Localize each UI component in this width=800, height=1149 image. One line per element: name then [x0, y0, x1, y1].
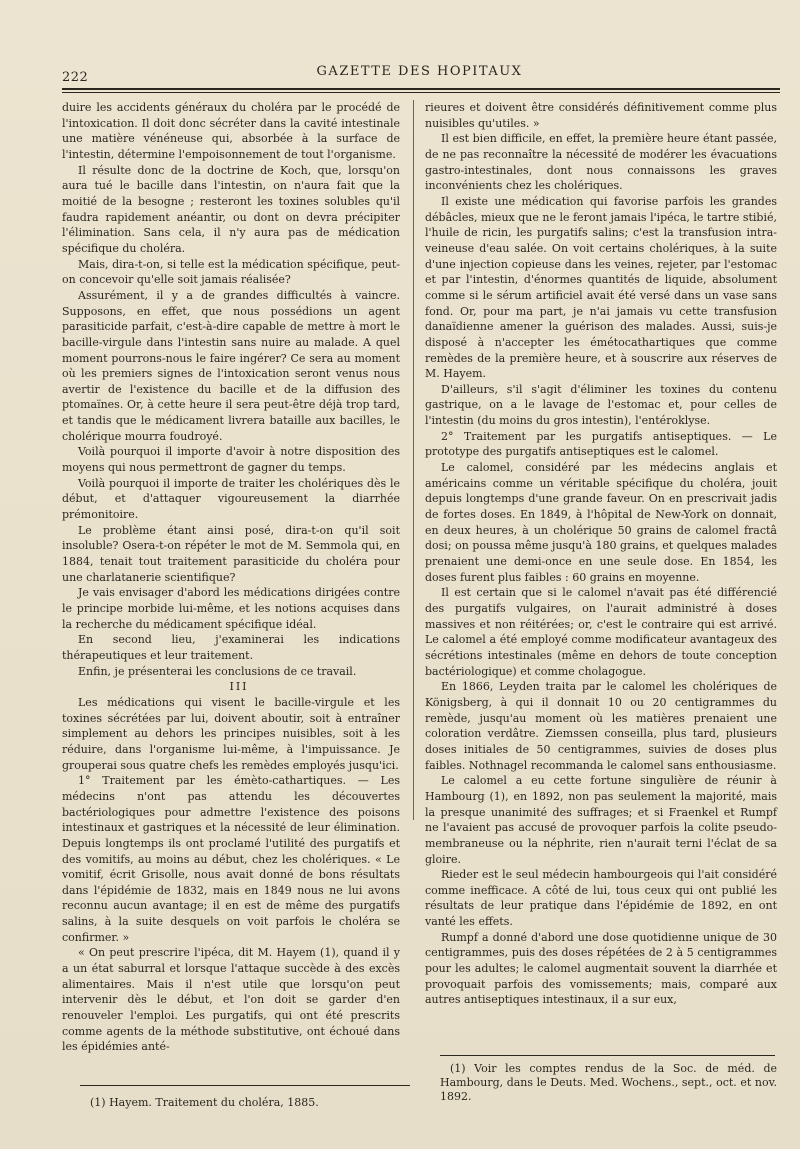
paragraph: Il existe une médication qui favorise parfois les grandes débâcles, mieux que ne le feront jamais l'ipéca, le tartre stibié, l'huile de ricin, les purgatifs salins; c'est la transfusion intra-veineuse d'eau salée. On voit certains cholériques, à la suite d'une injection copieuse dans les veines, rejeter, par l'estomac et par l'intestin, d'énormes quantités de liquide, absolument comme si le sérum artificiel avait été versé dans un vase sans fond. Or, pour ma part, je n'ai jamais vu cette transfusion danaïdienne amener la guérison des malades. Aussi, suis-je disposé à n'accepter les émétocathartiques que comme remèdes de la première heure, et à souscrire aux réserves de M. Hayem. [425, 194, 777, 381]
page-number: 222 [62, 70, 89, 85]
paragraph: Enfin, je présenterai les conclusions de ce travail. [78, 664, 357, 678]
paragraph: Voilà pourquoi il importe d'avoir à notre disposition des moyens qui nous permettront de gagner du temps. [62, 445, 400, 475]
paragraph: duire les accidents généraux du choléra par le procédé de l'intoxication. Il doit donc sécréter dans la cavité intestinale une matière vénéneuse qui, absorbée à la surface de l'intestin, détermine l'empoisonnement de tout l'organisme. [62, 101, 400, 161]
footnote-text: (1) Voir les comptes rendus de la Soc. de méd. de Hambourg, dans le Deuts. Med. Wochens., sept., oct. et nov. 1892. [440, 1062, 777, 1103]
left-column [62, 100, 400, 1055]
footnote-left [80, 1096, 410, 1110]
footnote-right [440, 1062, 777, 1104]
paragraph: En second lieu, j'examinerai les indications thérapeutiques et leur traitement. [62, 633, 400, 662]
page-header [62, 62, 777, 86]
footnote-text: (1) Hayem. Traitement du choléra, 1885. [90, 1096, 319, 1109]
paragraph: Je vais envisager d'abord les médications dirigées contre le principe morbide lui-même, et les notions acquises dans la recherche du médicament spécifique idéal. [62, 586, 400, 631]
paragraph: D'ailleurs, s'il s'agit d'éliminer les toxines du contenu gastrique, on a le lavage de l'estomac et, pour celles de l'intestin (du moins du gros intestin), l'entéroklyse. [425, 382, 777, 428]
paragraph: Le calomel, considéré par les médecins anglais et américains comme un véritable spécifique du choléra, jouit depuis longtemps d'une grande faveur. On en prescrivait jadis de fortes doses. En 1849, à l'hôpital de New-York on donnait, en deux heures, à un cholérique 50 grains de calomel fractâ dosi; on poussa même jusqu'à 180 grains, et quelques malades prenaient une demi-once en une seule dose. En 1854, les doses furent plus faibles : 60 grains en moyenne. [425, 461, 777, 584]
section-number: III [229, 680, 249, 694]
paragraph: Il est bien difficile, en effet, la première heure étant passée, de ne pas reconnaître la nécessité de modérer les évacuations gastro-intestinales, dont nous connaissons les graves inconvénients chez les cholériques. [425, 132, 777, 193]
paragraph: En 1866, Leyden traita par le calomel les cholériques de Königsberg, à qui il donnait 10 ou 20 centigrammes du remède, jusqu'au moment où les matières prenaient une coloration verdâtre. Ziemssen conseilla, plus tard, plusieurs doses initiales de 50 centigrammes, suivies de doses plus faibles. Nothnagel recommanda le calomel sans enthousiasme. [425, 680, 777, 772]
paragraph: Voilà pourquoi il importe de traiter les cholériques dès le début, et d'attaquer vigoureusement la diarrhée prémonitoire. [62, 476, 400, 522]
paragraph: Les médications qui visent le bacille-virgule et les toxines sécrétées par lui, doivent aboutir, soit à entraîner simplement au dehors les principes nuisibles, soit à les réduire, dans l'organisme lui-même, à l'impuissance. Je grouperai sous quatre chefs les remèdes employés jusqu'ici. [62, 695, 400, 772]
footnote-rule-left [80, 1085, 410, 1086]
paragraph: 2° Traitement par les purgatifs antiseptiques. — Le prototype des purgatifs antiseptiques est le calomel. [425, 429, 777, 459]
paragraph: Le problème étant ainsi posé, dira-t-on qu'il soit insoluble? Osera-t-on répéter le mot de M. Semmola qui, en 1884, tenait tout traitement parasiticide du choléra pour une charlatanerie scientifique? [62, 523, 400, 584]
paragraph: Rieder est le seul médecin hambourgeois qui l'ait considéré comme inefficace. A côté de lui, tous ceux qui ont publié les résultats de leur pratique dans l'épidémie de 1892, en ont vanté les effets. [425, 868, 777, 929]
paragraph: Rumpf a donné d'abord une dose quotidienne unique de 30 centigrammes, puis des doses répétées de 2 à 5 centigrammes pour les adultes; le calomel augmentait souvent la diarrhée et provoquait parfois des vomissements; mais, comparé aux autres antiseptiques intestinaux, il a sur eux, [425, 930, 777, 1007]
paragraph: rieures et doivent être considérés définitivement comme plus nuisibles qu'utiles. » [425, 101, 777, 130]
header-rule-thin [62, 92, 780, 93]
right-column [425, 100, 777, 1008]
paragraph: Assurément, il y a de grandes difficultés à vaincre. Supposons, en effet, que nous possédions un agent parasiticide parfait, c'est-à-dire capable de mettre à mort le bacille-virgule dans l'intestin sans nuire au malade. A quel moment pourrons-nous le faire ingérer? Ce sera au moment où les premiers signes de l'intoxication seront venus nous avertir de l'existence du bacille et de la diffusion des ptomaïnes. Or, à cette heure il sera peut-être déjà trop tard, et tandis que le médicament livrera bataille aux bacilles, le cholérique mourra foudroyé. [62, 288, 400, 443]
paragraph: Il est certain que si le calomel n'avait pas été différencié des purgatifs vulgaires, on l'aurait administré à doses massives et non réitérées; or, c'est le contraire qui est arrivé. Le calomel a été employé comme modificateur avantageux des sécrétions intestinales (même en dehors de toute conception bactériologique) et comme cholagogue. [425, 586, 777, 678]
footnote-rule-right [440, 1055, 775, 1056]
paragraph: « On peut prescrire l'ipéca, dit M. Hayem (1), quand il y a un état saburral et lorsque l'attaque succède à des excès alimentaires. Mais il n'est utile que lorsqu'on peut intervenir dès le début, et l'on doit se garder d'en renouveler l'emploi. Les purgatifs, qui ont été prescrits comme agents de la méthode substitutive, ont échoué dans les épidémies anté- [62, 946, 400, 1054]
running-title: GAZETTE DES HOPITAUX [316, 64, 523, 79]
column-divider [413, 100, 414, 820]
header-rule-thick [62, 88, 780, 90]
paragraph: Le calomel a eu cette fortune singulière de réunir à Hambourg (1), en 1892, non pas seulement la majorité, mais la presque unanimité des suffrages; et si Fraenkel et Rumpf ne l'avaient pas accusé de provoquer parfois la colite pseudo-membraneuse ou la néphrite, rien n'aurait terni l'éclat de sa gloire. [425, 774, 777, 866]
paragraph: Il résulte donc de la doctrine de Koch, que, lorsqu'on aura tué le bacille dans l'intestin, on n'aura fait que la moitié de la besogne ; resteront les toxines solubles qu'il faudra rapidement anéantir, ou dont on devra précipiter l'élimination. Sans cela, il n'y aura pas de médication spécifique du choléra. [62, 163, 400, 255]
paragraph: 1° Traitement par les émèto-cathartiques. — Les médecins n'ont pas attendu les découvertes bactériologiques pour admettre l'existence des poisons intestinaux et gastriques et la nécessité de leur élimination. Depuis longtemps ils ont proclamé l'utilité des purgatifs et des vomitifs, au moins au début, chez les cholériques. « Le vomitif, écrit Grisolle, nous avait donné de bons résultats dans l'épidémie de 1832, mais en 1849 nous ne lui avons reconnu aucun avantage; il en est de même des purgatifs salins, à la suite desquels on voit parfois le choléra se confirmer. » [62, 774, 400, 944]
paragraph: Mais, dira-t-on, si telle est la médication spécifique, peut-on concevoir qu'elle soit jamais réalisée? [62, 257, 400, 287]
